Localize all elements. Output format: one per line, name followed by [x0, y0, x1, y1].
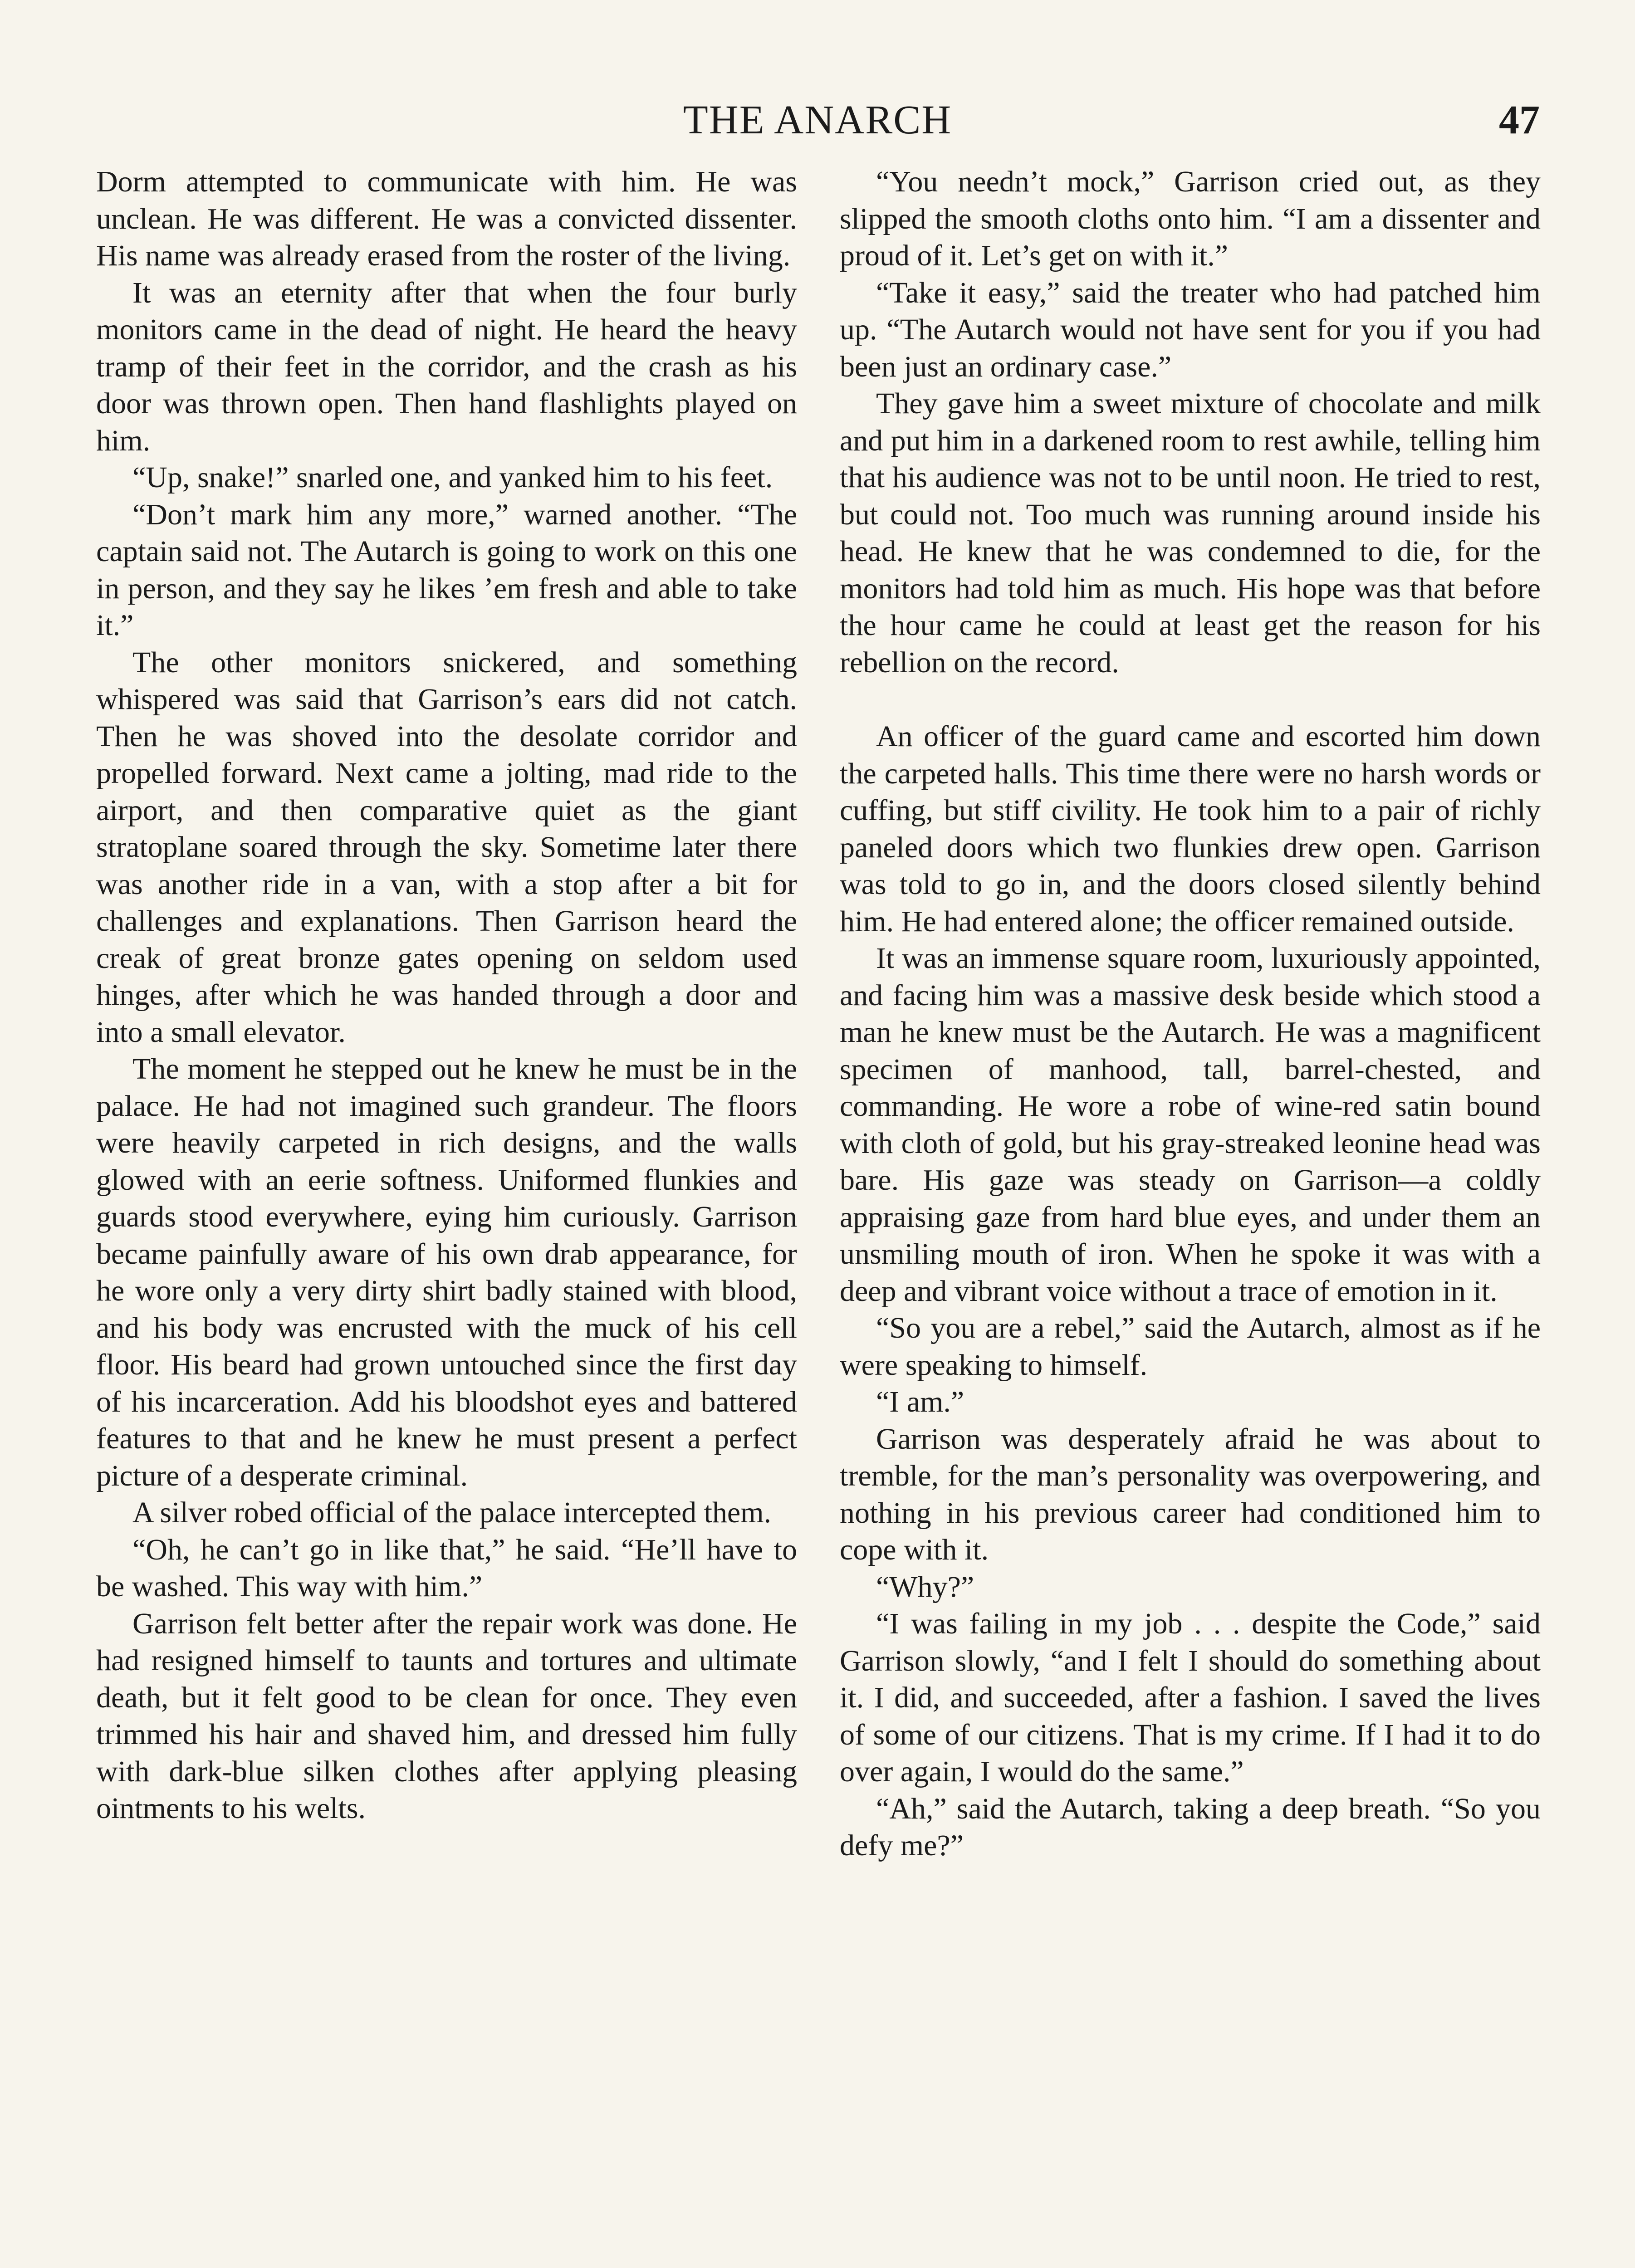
running-title: THE ANARCH: [683, 98, 952, 142]
right-column: [840, 163, 1541, 2268]
text-columns: [96, 163, 1541, 2268]
paragraph: “Don’t mark him any more,” warned another. “The captain said not. The Autarch is going to work on this one in person, and they say he likes ’em fresh and able to take it.”: [96, 498, 797, 642]
paragraph: They gave him a sweet mixture of chocolate and milk and put him in a darkened room to rest awhile, telling him that his audience was not to be until noon. He tried to rest, but could not. Too much was running around inside his head. He knew that he was condemned to die, for the monitors had told him as much. His hope was that before the hour came he could at least get the reason for his rebellion on the record.: [840, 387, 1541, 679]
paragraph: Garrison felt better after the repair work was done. He had resigned himself to taunts and tortures and ultimate death, but it felt good to be clean for once. They even trimmed his hair and shaved him, and dressed him fully with dark-blue silken clothes after applying pleasing ointments to his welts.: [96, 1607, 797, 1825]
paragraph: It was an eternity after that when the four burly monitors came in the dead of night. He heard the heavy tramp of their feet in the corridor, and the crash as his door was thrown open. Then hand flashlights played on him.: [96, 276, 797, 457]
paragraph: “I was failing in my job . . . despite the Code,” said Garrison slowly, “and I felt I should do something about it. I did, and succeeded, after a fashion. I saved the lives of some of our citizens. That is my crime. If I had it to do over again, I would do the same.”: [840, 1607, 1541, 1788]
paragraph: Dorm attempted to communicate with him. He was unclean. He was different. He was a convicted dissenter. His name was already erased from the roster of the living.: [96, 165, 797, 272]
paragraph: “Oh, he can’t go in like that,” he said. “He’ll have to be washed. This way with him.”: [96, 1533, 797, 1603]
paragraph: “You needn’t mock,” Garrison cried out, as they slipped the smooth cloths onto him. “I am a dissenter and proud of it. Let’s get on with it.”: [840, 165, 1541, 272]
paragraph: “So you are a rebel,” said the Autarch, almost as if he were speaking to himself.: [840, 1311, 1541, 1382]
page-number: 47: [1499, 98, 1540, 142]
paragraph: “I am.”: [876, 1385, 964, 1418]
paragraph: A silver robed official of the palace intercepted them.: [132, 1496, 772, 1529]
paragraph: The moment he stepped out he knew he must be in the palace. He had not imagined such grandeur. The floors were heavily carpeted in rich designs, and the walls glowed with an eerie softness. Uniformed flunkies and guards stood everywhere, eying him curiously. Garrison became painfully aware of his own drab appearance, for he wore only a very dirty shirt badly stained with blood, and his body was encrusted with the muck of his cell floor. His beard had grown untouched since the first day of his incarceration. Add his bloodshot eyes and battered features to that and he knew he must present a perfect picture of a desperate criminal.: [96, 1052, 797, 1492]
paragraph: “Up, snake!” snarled one, and yanked him to his feet.: [132, 461, 773, 494]
paragraph: “Why?”: [876, 1570, 974, 1603]
paragraph: The other monitors snickered, and something whispered was said that Garrison’s ears did not catch. Then he was shoved into the desolate corridor and propelled forward. Next came a jolting, mad ride to the airport, and then comparative quiet as the giant stratoplane soared through the sky. Sometime later there was another ride in a van, with a stop after a bit for challenges and explanations. Then Garrison heard the creak of great bronze gates opening on seldom used hinges, after which he was handed through a door and into a small elevator.: [96, 645, 797, 1049]
paragraph: “Ah,” said the Autarch, taking a deep breath. “So you defy me?”: [840, 1792, 1541, 1862]
paragraph: “Take it easy,” said the treater who had patched him up. “The Autarch would not have sent for you if you had been just an ordinary case.”: [840, 276, 1541, 383]
paragraph: An officer of the guard came and escorted him down the carpeted halls. This time there were no harsh words or cuffing, but stiff civility. He took him to a pair of richly paneled doors which two flunkies drew open. Garrison was told to go in, and the doors closed silently behind him. He had entered alone; the officer remained outside.: [840, 720, 1541, 938]
paragraph: It was an immense square room, luxuriously appointed, and facing him was a massive desk beside which stood a man he knew must be the Autarch. He was a magnificent specimen of manhood, tall, barrel-chested, and commanding. He wore a robe of wine-red satin bound with cloth of gold, but his gray-streaked leonine head was bare. His gaze was steady on Garrison—a coldly appraising gaze from hard blue eyes, and under them an unsmiling mouth of iron. When he spoke it was with a deep and vibrant voice without a trace of emotion in it.: [840, 942, 1541, 1308]
paragraph: Garrison was desperately afraid he was about to tremble, for the man’s personality was overpowering, and nothing in his previous career had conditioned him to cope with it.: [840, 1422, 1541, 1566]
page-header: [95, 95, 1540, 145]
left-column: [96, 163, 797, 2268]
